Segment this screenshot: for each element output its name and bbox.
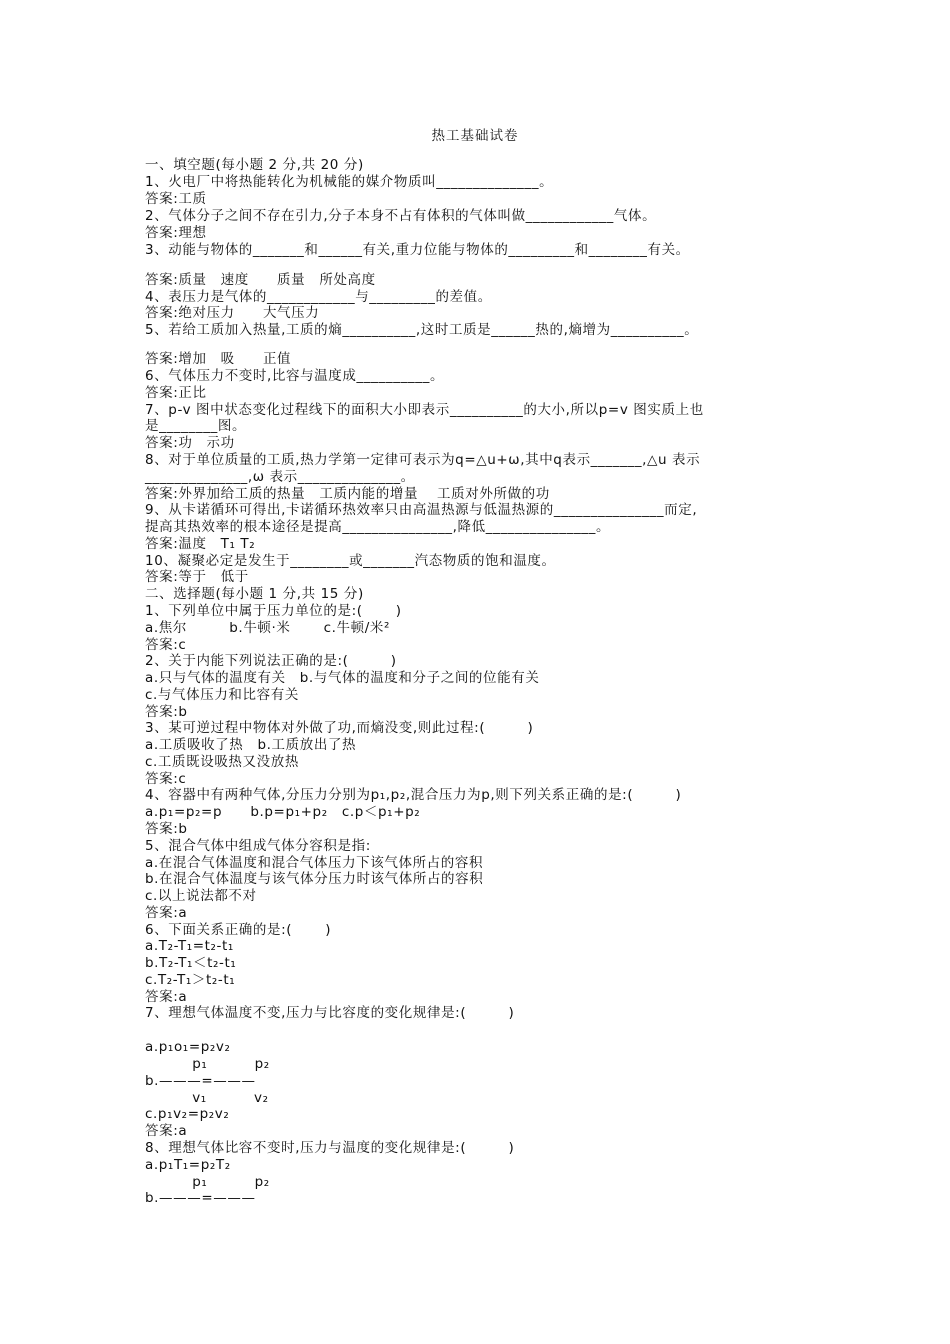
answer-text: 答案:a: [145, 989, 188, 1005]
answer-text: 答案:温度 T₁ T₂: [145, 536, 256, 552]
option-text: b.T₂-T₁＜t₂-t₁: [145, 955, 237, 971]
option-text: a.焦尔 b.牛顿·米 c.牛顿/米²: [145, 620, 390, 636]
section-heading: 二、选择题(每小题 1 分,共 15 分): [145, 586, 364, 602]
question-text: 7、理想气体温度不变,压力与比容度的变化规律是:( ): [145, 1005, 515, 1021]
answer-text: 答案:c: [145, 637, 187, 653]
option-text: b.在混合气体温度与该气体分压力时该气体所占的容积: [145, 871, 484, 887]
question-text: 10、凝聚必定是发生于________或_______汽态物质的饱和温度。: [145, 553, 556, 569]
section-heading: 一、填空题(每小题 2 分,共 20 分): [145, 157, 364, 173]
question-text: 3、某可逆过程中物体对外做了功,而熵没变,则此过程:( ): [145, 720, 534, 736]
answer-text: 答案:理想: [145, 225, 207, 241]
option-text: c.以上说法都不对: [145, 888, 257, 904]
question-text: 5、若给工质加入热量,工质的熵__________,这时工质是______热的,熵增为__________。: [145, 322, 699, 338]
option-text: b.———=———: [145, 1073, 256, 1089]
answer-text: 答案:增加 吸 正值: [145, 351, 292, 367]
option-text: a.在混合气体温度和混合气体压力下该气体所占的容积: [145, 855, 484, 871]
fraction-numerators: p₁ p₂: [145, 1056, 270, 1072]
question-text: 7、p-v 图中状态变化过程线下的面积大小即表示__________的大小,所以p=v 图实质上也: [145, 402, 704, 418]
option-text: c.工质既设吸热又没放热: [145, 754, 299, 770]
question-text: 提高其热效率的根本途径是提高_______________,降低_______________。: [145, 519, 611, 535]
fraction-numerators: p₁ p₂: [145, 1174, 270, 1190]
option-text: a.p₁=p₂=p b.p=p₁+p₂ c.p＜p₁+p₂: [145, 804, 421, 820]
option-text: c.与气体压力和比容有关: [145, 687, 299, 703]
question-text: ______________,ω 表示______________。: [145, 469, 415, 485]
fraction-denominators: v₁ v₂: [145, 1090, 269, 1106]
page-title: 热工基础试卷: [431, 128, 519, 144]
question-text: 6、下面关系正确的是:( ): [145, 922, 332, 938]
answer-text: 答案:a: [145, 905, 188, 921]
option-text: b.———=———: [145, 1190, 256, 1206]
answer-text: 答案:正比: [145, 385, 207, 401]
option-text: c.T₂-T₁＞t₂-t₁: [145, 972, 236, 988]
answer-text: 答案:功 示功: [145, 435, 235, 451]
answer-text: 答案:a: [145, 1123, 188, 1139]
answer-text: 答案:等于 低于: [145, 569, 249, 585]
option-text: a.p₁T₁=p₂T₂: [145, 1157, 231, 1173]
question-text: 1、下列单位中属于压力单位的是:( ): [145, 603, 402, 619]
answer-text: 答案:绝对压力 大气压力: [145, 305, 320, 321]
option-text: a.工质吸收了热 b.工质放出了热: [145, 737, 357, 753]
answer-text: 答案:b: [145, 821, 188, 837]
option-text: c.p₁v₂=p₂v₂: [145, 1106, 230, 1122]
question-text: 4、容器中有两种气体,分压力分别为p₁,p₂,混合压力为p,则下列关系正确的是:( ): [145, 787, 682, 803]
option-text: a.p₁o₁=p₂v₂: [145, 1039, 231, 1055]
question-text: 9、从卡诺循环可得出,卡诺循环热效率只由高温热源与低温热源的_______________而定,: [145, 502, 698, 518]
question-text: 3、动能与物体的_______和______有关,重力位能与物体的_________和________有关。: [145, 242, 690, 258]
question-text: 是________图。: [145, 418, 247, 434]
question-text: 8、理想气体比容不变时,压力与温度的变化规律是:( ): [145, 1140, 515, 1156]
answer-text: 答案:b: [145, 704, 188, 720]
question-text: 4、表压力是气体的____________与_________的差值。: [145, 289, 492, 305]
question-text: 5、混合气体中组成气体分容积是指:: [145, 838, 371, 854]
question-text: 6、气体压力不变时,比容与温度成__________。: [145, 368, 445, 384]
question-text: 1、火电厂中将热能转化为机械能的媒介物质叫______________。: [145, 174, 554, 190]
answer-text: 答案:外界加给工质的热量 工质内能的增量 工质对外所做的功: [145, 486, 550, 502]
answer-text: 答案:质量 速度 质量 所处高度: [145, 272, 376, 288]
option-text: a.只与气体的温度有关 b.与气体的温度和分子之间的位能有关: [145, 670, 540, 686]
answer-text: 答案:c: [145, 771, 187, 787]
question-text: 2、关于内能下列说法正确的是:( ): [145, 653, 397, 669]
question-text: 8、对于单位质量的工质,热力学第一定律可表示为q=△u+ω,其中q表示_______,△u 表示: [145, 452, 701, 468]
answer-text: 答案:工质: [145, 191, 207, 207]
question-text: 2、气体分子之间不存在引力,分子本身不占有体积的气体叫做____________气体。: [145, 208, 657, 224]
option-text: a.T₂-T₁=t₂-t₁: [145, 938, 234, 954]
